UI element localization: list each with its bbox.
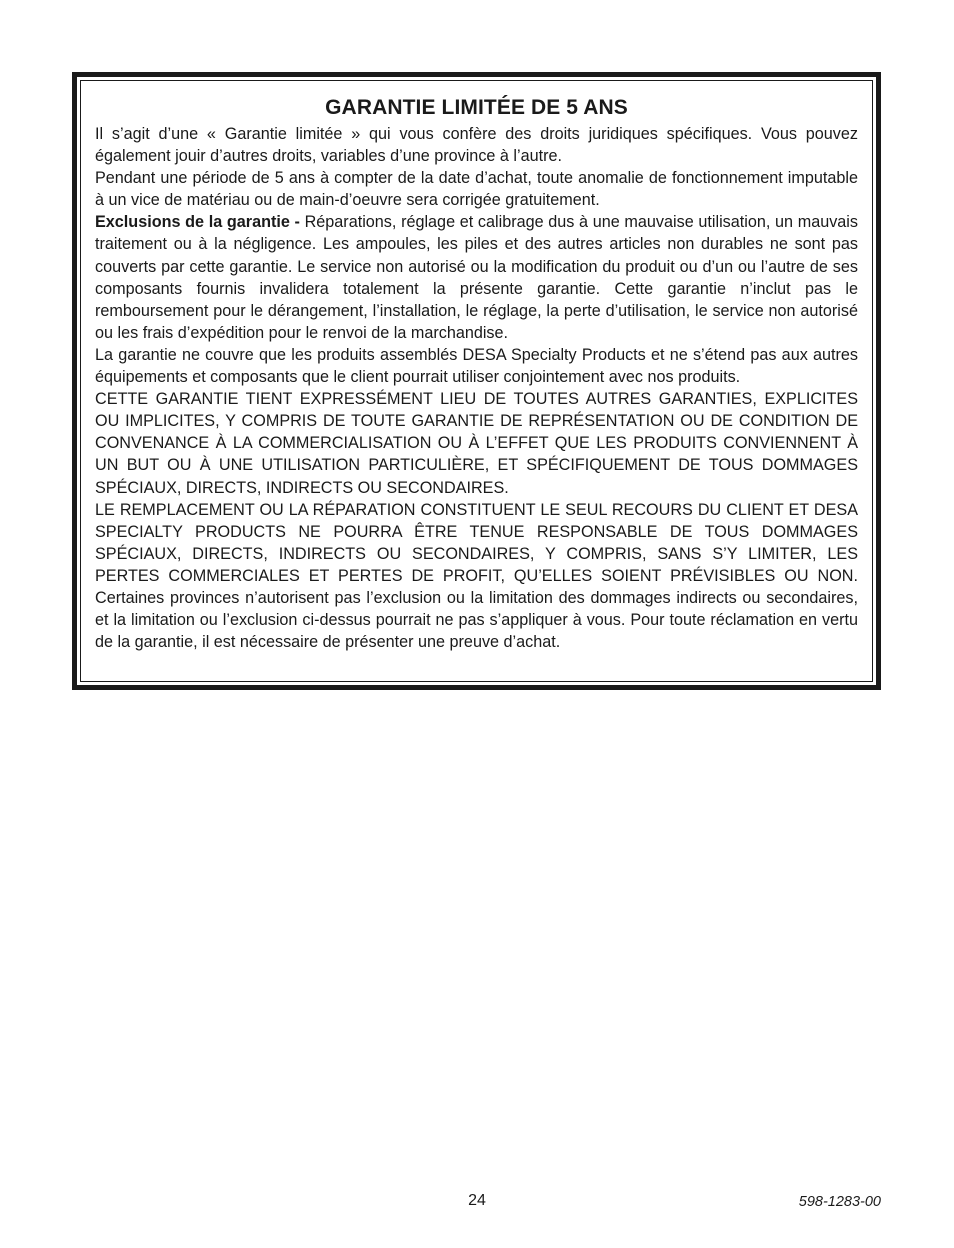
- exclusions-label: Exclusions de la garantie -: [95, 213, 300, 232]
- warranty-inner-frame: [80, 80, 873, 682]
- warranty-period-paragraph: Pendant une période de 5 ans à compter de la date d’achat, toute anomalie de fonctionnement imputable à un vice de matériau ou de main-d’oeuvre sera corrigée gratuitement.: [95, 169, 858, 210]
- document-number: 598-1283-00: [798, 1194, 881, 1210]
- exclusions-text: Réparations, réglage et calibrage dus à une mauvaise utilisation, un mauvais traitement ou à la négligence. Les ampoules, les piles et des autres articles non durables ne sont pas couverts par cette garantie. Le service non autorisé ou la modification du produit ou d’un ou l’autre de ses composants fournis invalidera totalement la présente garantie. Cette garantie n’inclut pas le remboursement pour le dérangement, l’installation, le réglage, la perte d’utilisation, le service non autorisé ou les frais d’expédition pour le renvoi de la marchandise.: [95, 213, 858, 342]
- warranty-exclusions-paragraph: [95, 211, 858, 344]
- page-number: 24: [468, 1192, 486, 1209]
- warranty-box: [72, 72, 881, 690]
- warranty-coverage-paragraph: La garantie ne couvre que les produits assemblés DESA Specialty Products et ne s’étend pas aux autres équipements et composants que le client pourrait utiliser conjointement avec nos produits.: [95, 345, 858, 387]
- warranty-intro-paragraph: Il s’agit d’une « Garantie limitée » qui vous confère des droits juridiques spécifiques. Vous pouvez également jouir d’autres droits, variables d’une province à l’autre.: [95, 125, 858, 166]
- warranty-remedy-paragraph: LE REMPLACEMENT OU LA RÉPARATION CONSTITUENT LE SEUL RECOURS DU CLIENT ET DESA SPECIALTY PRODUCTS NE POURRA ÊTRE TENUE RESPONSABLE DE TOUS DOMMAGES SPÉCIAUX, DIRECTS, INDIRECTS OU SECONDAIRES, Y COMPRIS, SANS S’Y LIMITER, LES PERTES COMMERCIALES ET PERTES DE PROFIT, QU’ELLES SOIENT PRÉVISIBLES OU NON. Certaines provinces n’autorisent pas l’exclusion ou la limitation des dommages indirects ou secondaires, et la limitation ou l’exclusion ci-dessus pourrait ne pas s’appliquer à vous. Pour toute réclamation en vertu de la garantie, il est nécessaire de présenter une preuve d’achat.: [95, 500, 858, 652]
- warranty-disclaimer-paragraph: CETTE GARANTIE TIENT EXPRESSÉMENT LIEU DE TOUTES AUTRES GARANTIES, EXPLICITES OU IMPLICITES, Y COMPRIS DE TOUTE GARANTIE DE REPRÉSENTATION OU DE CONDITION DE CONVENANCE À LA COMMERCIALISATION OU À L’EFFET QUE LES PRODUITS CONVIENNENT À UN BUT OU À UNE UTILISATION PARTICULIÈRE, ET SPÉCIFIQUEMENT DE TOUS DOMMAGES SPÉCIAUX, DIRECTS, INDIRECTS OU SECONDAIRES.: [95, 390, 858, 497]
- warranty-title: GARANTIE LIMITÉE DE 5 ANS: [325, 96, 628, 119]
